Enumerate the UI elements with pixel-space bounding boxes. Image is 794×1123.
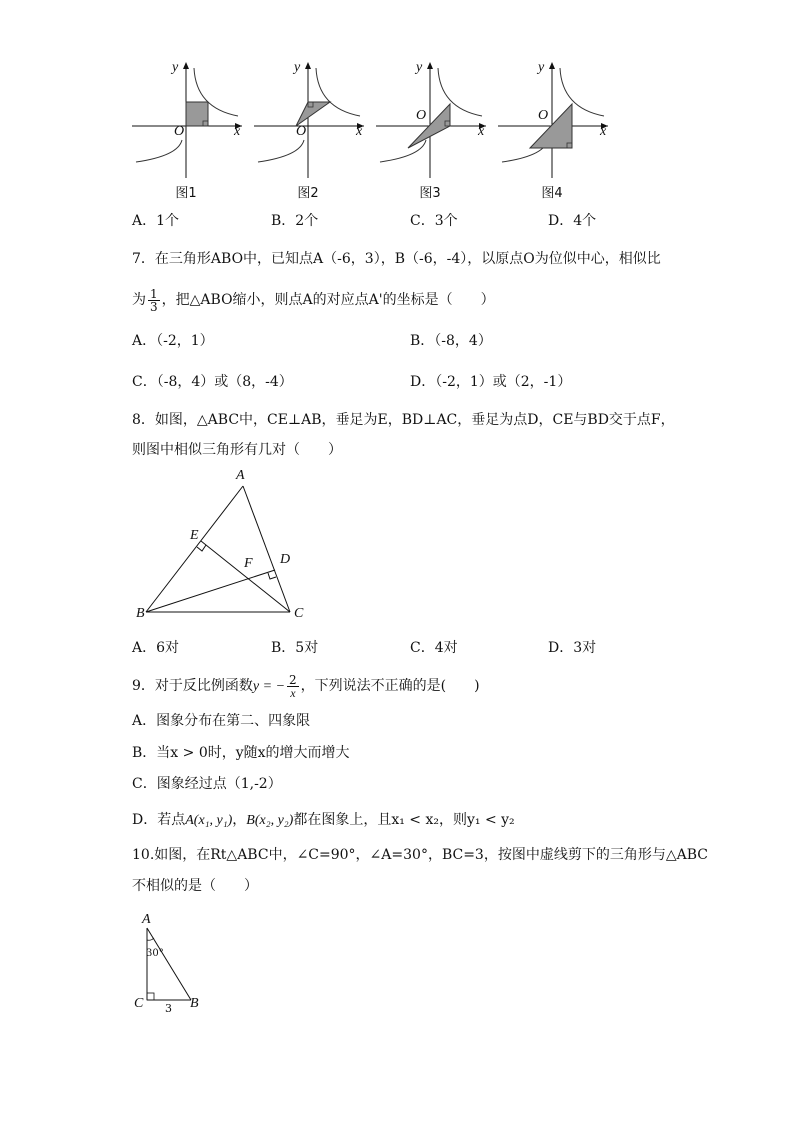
figure-1-y-label: y (172, 60, 179, 75)
q9-stem-suffix: ，下列说法不正确的是( ) (300, 678, 480, 694)
figure-4 (494, 58, 614, 208)
figure-2-caption: 图2 (297, 186, 319, 201)
q9-option-b[interactable]: B．当x > 0时，y随x的增大而增大 (132, 745, 350, 761)
q6-option-b[interactable]: B．2个 (271, 213, 319, 229)
figure-3 (372, 58, 492, 208)
q9-option-c[interactable]: C．图象经过点（1,-2） (132, 776, 282, 792)
q9-option-a[interactable]: A．图象分布在第二、四象限 (132, 713, 311, 729)
q9-function-numerator: 2 (289, 672, 297, 687)
q10-angle-label: 30° (146, 948, 164, 959)
q8-triangle-svg (130, 474, 320, 624)
q7-option-c[interactable]: C．（-8，4）或（8，-4） (132, 374, 293, 390)
figure-4-graph (494, 58, 616, 180)
q9-option-d-point-a: A(x₁, y₁) (185, 813, 233, 828)
q7-ratio-denominator: 3 (150, 299, 158, 314)
figure-4-x-label: x (600, 124, 607, 139)
q9-option-d-condition: 都在图象上，且x₁ < x₂，则y₁ < y₂ (293, 812, 515, 828)
figure-3-x-label: x (478, 124, 485, 139)
figure-1-origin: O (174, 124, 185, 139)
q6-option-c[interactable]: C．3个 (410, 213, 458, 229)
q8-option-c[interactable]: C．4对 (410, 640, 458, 656)
q7-ratio-numerator: 1 (150, 286, 158, 301)
q8-label-d: D (280, 552, 291, 567)
q9-option-d-point-b: B(x₂, y₂) (246, 813, 294, 828)
figure-4-y-label: y (538, 60, 545, 75)
q7-stem-suffix: ，把△ABO缩小，则点A的对应点A'的坐标是（ ） (161, 292, 495, 308)
q7-option-b[interactable]: B．（-8，4） (410, 333, 492, 349)
figure-3-origin: O (416, 108, 427, 123)
q10-right-triangle-figure (128, 910, 218, 1020)
q7-ratio-fraction (148, 288, 160, 313)
q9-stem-prefix: 9．对于反比例函数 (132, 678, 253, 694)
figure-2-x-label: x (356, 124, 363, 139)
q9-option-d-prefix: D．若点 (132, 812, 186, 828)
figure-3-y-label: y (416, 60, 423, 75)
figure-4-caption: 图4 (541, 186, 563, 201)
q10-side-label: 3 (165, 1002, 172, 1015)
q9-option-d[interactable] (132, 810, 515, 831)
q8-label-e: E (190, 528, 199, 543)
figure-1-x-label: x (234, 124, 241, 139)
q8-stem-line1: 8．如图，△ABC中，CE⊥AB，垂足为E，BD⊥AC，垂足为点D，CE与BD交于点F， (132, 412, 675, 428)
q7-stem-prefix: 为 (132, 292, 146, 308)
figure-3-caption: 图3 (419, 186, 441, 201)
q8-option-b[interactable]: B．5对 (271, 640, 319, 656)
q10-stem-line2: 不相似的是（ ） (132, 878, 258, 894)
q7-option-d[interactable]: D．（-2，1）或（2，-1） (410, 374, 572, 390)
q8-label-c: C (294, 606, 304, 621)
q10-label-a: A (142, 912, 151, 927)
q10-label-c: C (134, 996, 144, 1011)
q8-triangle-figure (130, 468, 320, 624)
q9-stem (132, 670, 480, 703)
figure-1 (128, 58, 248, 208)
q9-function-denominator: x (290, 685, 296, 700)
q10-label-b: B (190, 996, 199, 1011)
q9-function-fraction (287, 674, 299, 699)
q6-figures (128, 58, 618, 208)
figure-2-y-label: y (294, 60, 301, 75)
figure-2 (250, 58, 370, 208)
q8-label-a: A (236, 468, 245, 483)
figure-1-caption: 图1 (175, 186, 197, 201)
q8-label-b: B (136, 606, 145, 621)
q8-option-a[interactable]: A．6对 (132, 640, 180, 656)
q7-stem-line2 (132, 284, 495, 316)
figure-2-graph (250, 58, 372, 180)
q7-stem-line1: 7．在三角形ABO中，已知点A（-6，3），B（-6，-4），以原点O为位似中心，相似比 (132, 251, 661, 267)
q9-option-d-separator: ， (232, 812, 247, 828)
q6-option-d[interactable]: D．4个 (548, 213, 597, 229)
figure-2-origin: O (296, 124, 307, 139)
q6-option-a[interactable]: A．1个 (132, 213, 180, 229)
q8-stem-line2: 则图中相似三角形有几对（ ） (132, 442, 342, 458)
q8-option-d[interactable]: D．3对 (548, 640, 597, 656)
q8-label-f: F (244, 556, 253, 571)
figure-3-graph (372, 58, 494, 180)
figure-4-origin: O (538, 108, 549, 123)
q9-function-lhs: y = − (252, 679, 286, 694)
q7-option-a[interactable]: A．（-2，1） (132, 333, 214, 349)
figure-1-graph (128, 58, 250, 180)
q10-stem-line1: 10.如图，在Rt△ABC中，∠C=90°，∠A=30°，BC=3，按图中虚线剪下的三角形与△ABC (132, 847, 708, 863)
